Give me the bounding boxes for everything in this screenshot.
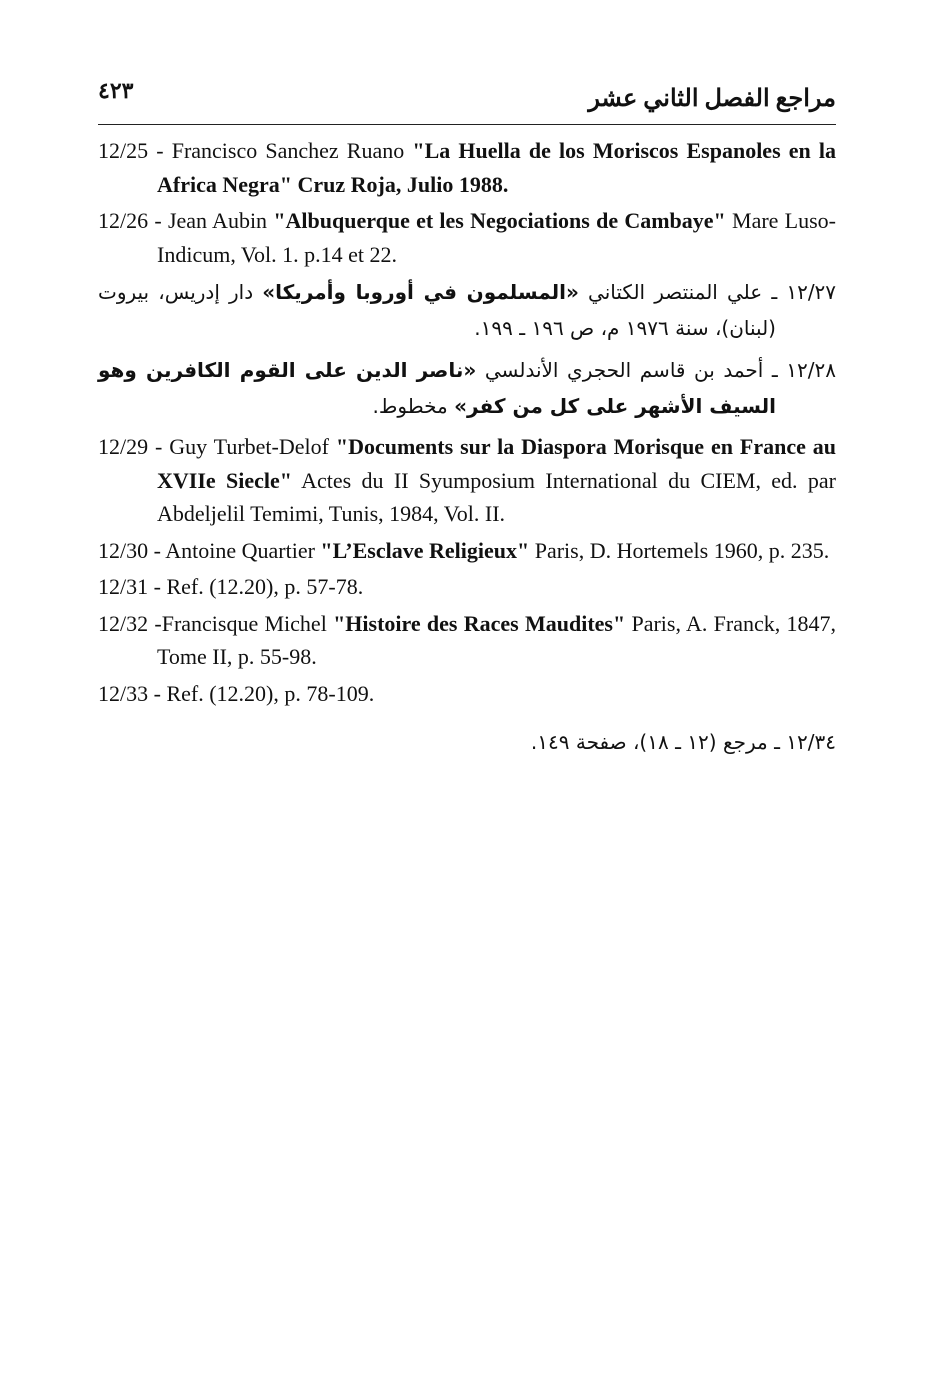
reference-title: «المسلمون في أوروبا وأمريكا» bbox=[262, 280, 579, 304]
reference-author: Jean Aubin bbox=[167, 208, 268, 233]
reference-author: علي المنتصر الكتاني bbox=[588, 280, 763, 304]
reference-title: «ناصر الدين على القوم الكافرين وهو السيف الأشهر على كل من كفر» bbox=[98, 358, 776, 418]
page-header bbox=[98, 78, 836, 120]
reference-title: "Albuquerque et les Negociations de Cambaye" bbox=[273, 208, 726, 233]
reference-details: Paris, A. Franck, 1847, Tome II, p. 55-98. bbox=[157, 610, 836, 669]
reference-number: 12/25 - bbox=[98, 138, 164, 163]
reference-text: Ref. (12.20), p. 78-109. bbox=[166, 680, 375, 706]
reference-text: Ref. (12.20), p. 57-78. bbox=[166, 574, 364, 599]
reference-title: "Documents sur la Diaspora Morisque en France au XVIIe Siecle" bbox=[157, 434, 836, 493]
reference-number: ١٢/٣٤ ـ bbox=[774, 730, 836, 754]
reference-number: 12/33 - bbox=[98, 680, 161, 706]
reference-title: "La Huella de los Moriscos Espanoles en la Africa Negra" Cruz Roja, Julio 1988. bbox=[157, 138, 837, 197]
header-rule bbox=[98, 124, 836, 125]
running-title: مراجع الفصل الثاني عشر bbox=[588, 86, 836, 112]
references-list bbox=[98, 134, 836, 766]
reference-details: Mare Luso-Indicum, Vol. 1. p.14 et 22. bbox=[157, 208, 837, 267]
reference-12-27 bbox=[98, 274, 836, 346]
reference-12-29 bbox=[98, 430, 836, 531]
reference-number: 12/29 - bbox=[98, 434, 163, 459]
reference-12-32 bbox=[98, 607, 836, 674]
reference-number: 12/26 - bbox=[98, 208, 162, 233]
reference-number: ١٢/٢٧ ـ bbox=[771, 280, 837, 304]
reference-12-30 bbox=[98, 534, 836, 568]
reference-12-31 bbox=[98, 570, 836, 604]
reference-12-28 bbox=[98, 352, 836, 424]
reference-number: 12/30 - bbox=[98, 537, 161, 563]
reference-author: Francisco Sanchez Ruano bbox=[171, 138, 405, 163]
reference-details: دار إدريس، بيروت (لبنان)، سنة ١٩٧٦ م، ص ١٩٦ ـ ١٩٩. bbox=[98, 280, 776, 340]
reference-author: Antoine Quartier bbox=[165, 537, 315, 563]
reference-title: "Histoire des Races Maudites" bbox=[333, 610, 626, 636]
reference-12-26 bbox=[98, 204, 836, 271]
page-number: ٤٢٣ bbox=[98, 78, 134, 103]
reference-12-34 bbox=[98, 724, 836, 760]
reference-author: Francisque Michel bbox=[161, 610, 327, 636]
reference-author: Guy Turbet-Delof bbox=[169, 434, 329, 459]
reference-text: مرجع (١٢ ـ ١٨)، صفحة ١٤٩. bbox=[530, 730, 768, 754]
reference-number: ١٢/٢٨ ـ bbox=[771, 358, 837, 382]
reference-details: مخطوط. bbox=[372, 394, 448, 418]
reference-details: Paris, D. Hortemels 1960, p. 235. bbox=[534, 537, 830, 563]
reference-author: أحمد بن قاسم الحجري الأندلسي bbox=[484, 358, 764, 382]
reference-12-33 bbox=[98, 677, 836, 711]
reference-number: 12/31 - bbox=[98, 574, 161, 599]
reference-number: 12/32 - bbox=[98, 610, 162, 636]
reference-details: Actes du II Syumposium International du CIEM, ed. par Abdeljelil Temimi, Tunis, 1984, Vol. II. bbox=[157, 467, 836, 526]
reference-title: "L’Esclave Religieux" bbox=[320, 537, 530, 563]
reference-12-25 bbox=[98, 134, 836, 201]
